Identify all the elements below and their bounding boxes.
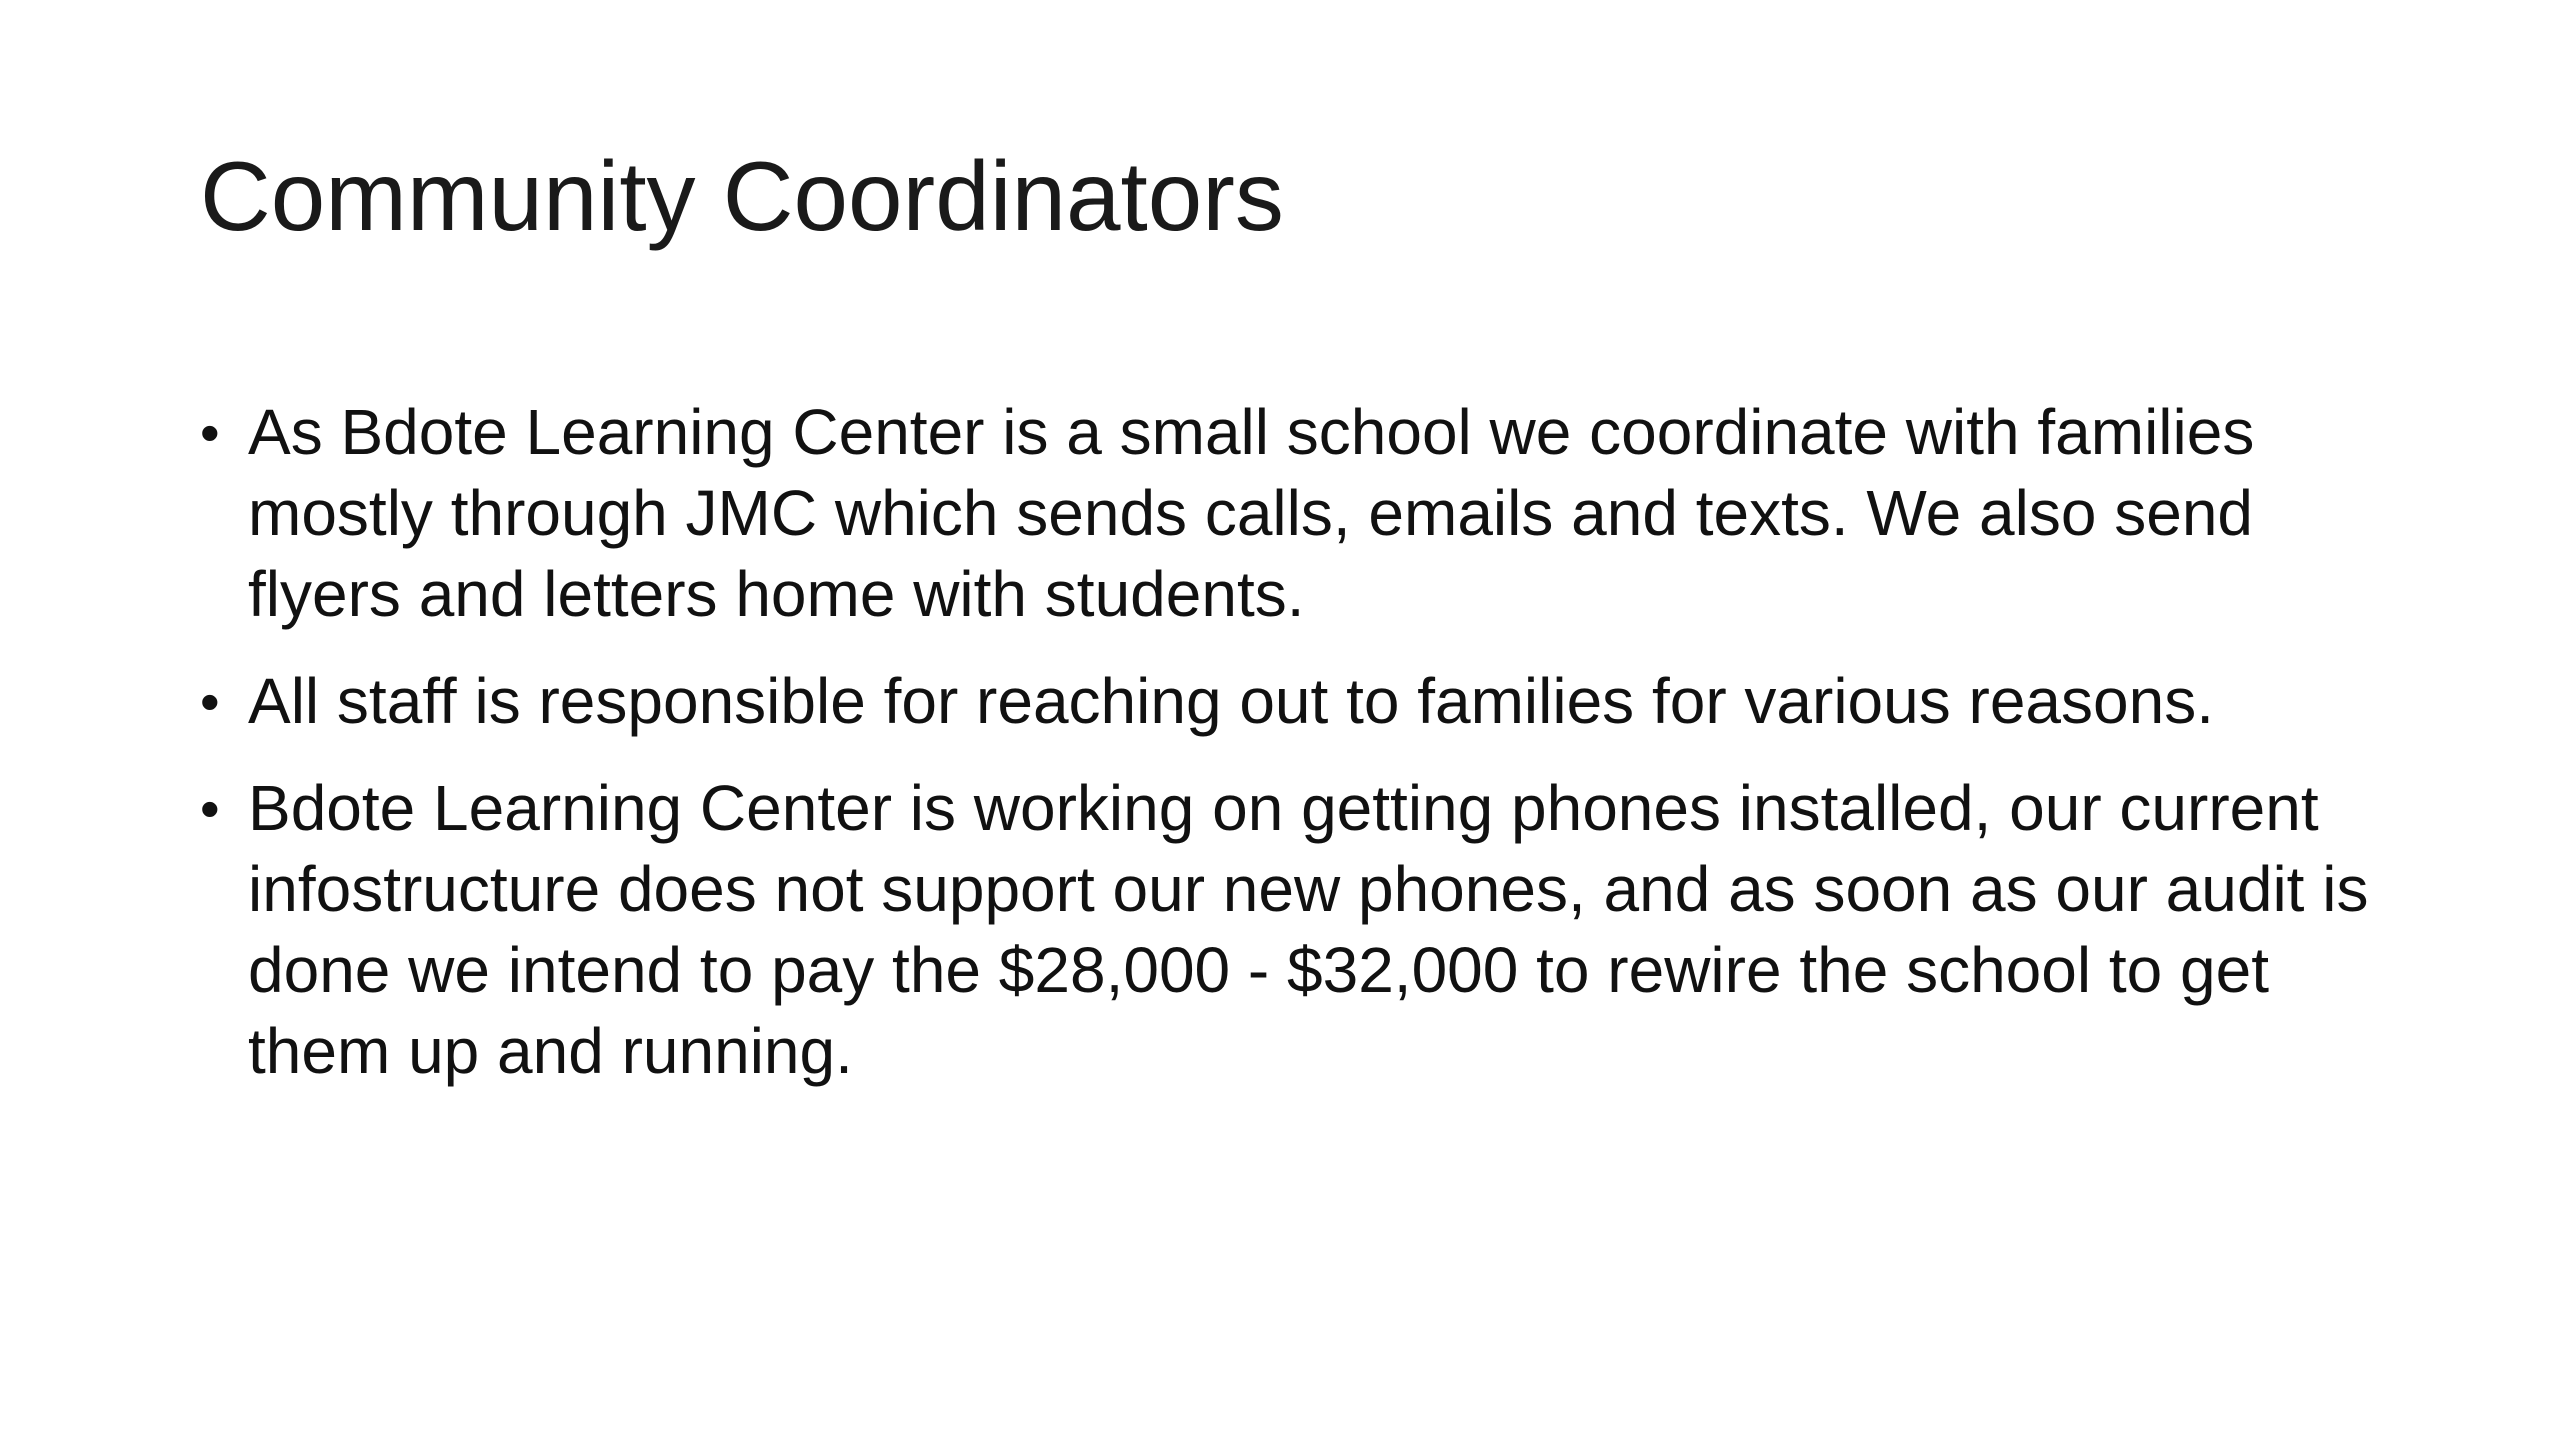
bullet-text: As Bdote Learning Center is a small school we coordinate with families mostly through JMC which sends calls, emails and texts. We also send flyers and letters home with students. — [248, 396, 2255, 630]
bullet-item — [200, 392, 2400, 635]
bullet-item — [200, 661, 2400, 742]
bullet-icon: • — [200, 401, 220, 464]
slide-title: Community Coordinators — [200, 141, 1284, 251]
bullet-text: All staff is responsible for reaching out to families for various reasons. — [248, 665, 2214, 737]
bullet-list — [200, 392, 2400, 1118]
bullet-item — [200, 768, 2400, 1092]
bullet-icon: • — [200, 777, 220, 840]
bullet-text: Bdote Learning Center is working on getting phones installed, our current infostructure does not support our new phones, and as soon as our audit is done we intend to pay the $28,000 - $32,000 to rewire the school to get them up and running. — [248, 772, 2369, 1087]
bullet-icon: • — [200, 670, 220, 733]
